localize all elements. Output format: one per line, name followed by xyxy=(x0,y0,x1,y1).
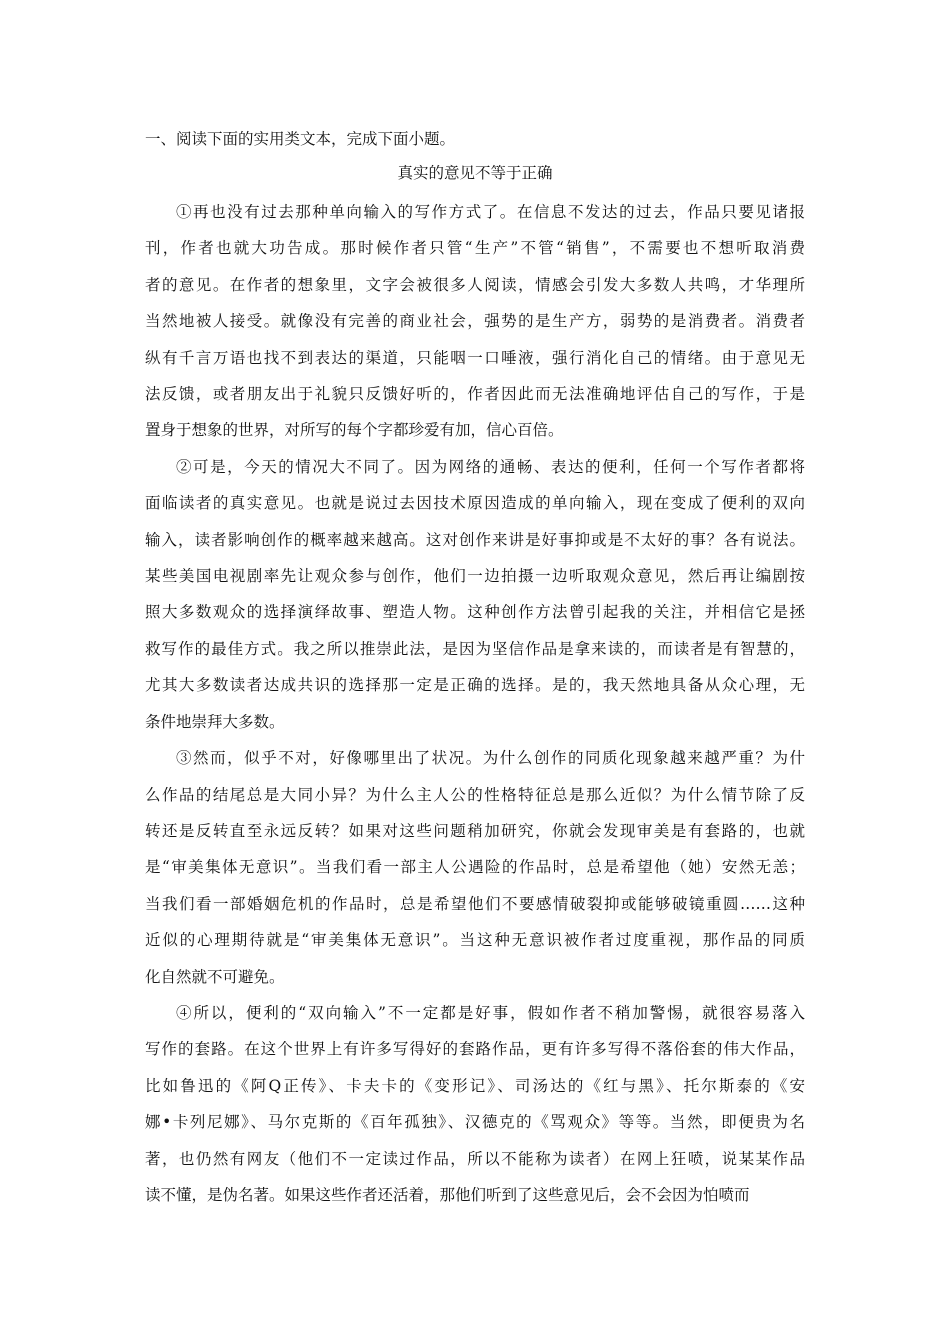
paragraph-4 xyxy=(145,995,805,1213)
paragraph-line: 者的意见。在作者的想象里，文字会被很多人阅读，情感会引发大多数人共鸣，才华理所 xyxy=(145,275,805,294)
paragraph-line: 置身于想象的世界，对所写的每个字都珍爱有加，信心百倍。 xyxy=(145,421,564,440)
paragraph-line: 救写作的最佳方式。我之所以推崇此法，是因为坚信作品是拿来读的，而读者是有智慧的， xyxy=(145,639,805,658)
paragraph-2 xyxy=(145,449,805,740)
paragraph-line: 转还是反转直至永远反转？如果对这些问题稍加研究，你就会发现审美是有套路的，也就 xyxy=(145,821,805,840)
paragraph-line: 著，也仍然有网友（他们不一定读过作品，所以不能称为读者）在网上狂喷，说某某作品 xyxy=(145,1149,805,1168)
paragraph-line: 比如鲁迅的《阿Q正传》、卡夫卡的《变形记》、司汤达的《红与黑》、托尔斯泰的《安 xyxy=(145,1076,805,1095)
paragraph-3 xyxy=(145,740,805,995)
paragraph-line: 照大多数观众的选择演绎故事、塑造人物。这种创作方法曾引起我的关注，并相信它是拯 xyxy=(145,603,805,622)
paragraph-line: 近似的心理期待就是“审美集体无意识”。当这种无意识被作者过度重视，那作品的同质 xyxy=(145,931,805,950)
question-heading: 一、阅读下面的实用类文本，完成下面小题。 xyxy=(145,130,456,148)
paragraph-line: 当我们看一部婚姻危机的作品时，总是希望他们不要感情破裂抑或能够破镜重圆……这种 xyxy=(145,894,805,913)
paragraph-line: 纵有千言万语也找不到表达的渠道，只能咽一口唾液，强行消化自己的情绪。由于意见无 xyxy=(145,348,805,367)
document-page xyxy=(145,126,805,1213)
paragraph-line: ④所以，便利的“双向输入”不一定都是好事，假如作者不稍加警惕，就很容易落入 xyxy=(176,1003,805,1022)
paragraph-line: 写作的套路。在这个世界上有许多写得好的套路作品，更有许多写得不落俗套的伟大作品， xyxy=(145,1040,805,1059)
paragraph-line: 化自然就不可避免。 xyxy=(145,967,285,986)
paragraph-line: 当然地被人接受。就像没有完善的商业社会，强势的是生产方，弱势的是消费者。消费者 xyxy=(145,312,805,331)
paragraph-line: ③然而，似乎不对，好像哪里出了状况。为什么创作的同质化现象越来越严重？为什 xyxy=(176,749,805,768)
paragraph-line: 读不懂，是伪名著。如果这些作者还活着，那他们听到了这些意见后，会不会因为怕喷而 xyxy=(145,1185,750,1204)
paragraph-line: 么作品的结尾总是大同小异？为什么主人公的性格特征总是那么近似？为什么情节除了反 xyxy=(145,785,805,804)
article-body xyxy=(145,194,805,1213)
article-title: 真实的意见不等于正确 xyxy=(397,164,553,182)
paragraph-line: ①再也没有过去那种单向输入的写作方式了。在信息不发达的过去，作品只要见诸报 xyxy=(176,203,805,221)
paragraph-1 xyxy=(145,194,805,449)
paragraph-line: 是“审美集体无意识”。当我们看一部主人公遇险的作品时，总是希望他（她）安然无恙； xyxy=(145,858,805,877)
paragraph-line: 尤其大多数读者达成共识的选择那一定是正确的选择。是的，我天然地具备从众心理，无 xyxy=(145,676,805,695)
paragraph-line: 法反馈，或者朋友出于礼貌只反馈好听的，作者因此而无法准确地评估自己的写作，于是 xyxy=(145,385,805,404)
paragraph-line: 刊，作者也就大功告成。那时候作者只管“生产”不管“销售”，不需要也不想听取消费 xyxy=(145,239,805,258)
paragraph-line: 某些美国电视剧率先让观众参与创作，他们一边拍摄一边听取观众意见，然后再让编剧按 xyxy=(145,567,805,586)
paragraph-line: 条件地崇拜大多数。 xyxy=(145,712,285,731)
paragraph-line: 娜•卡列尼娜》、马尔克斯的《百年孤独》、汉德克的《骂观众》等等。当然，即便贵为名 xyxy=(145,1113,805,1132)
paragraph-line: 输入，读者影响创作的概率越来越高。这对创作来讲是好事抑或是不太好的事？各有说法。 xyxy=(145,530,805,549)
paragraph-line: ②可是，今天的情况大不同了。因为网络的通畅、表达的便利，任何一个写作者都将 xyxy=(176,457,805,476)
paragraph-line: 面临读者的真实意见。也就是说过去因技术原因造成的单向输入，现在变成了便利的双向 xyxy=(145,494,805,513)
